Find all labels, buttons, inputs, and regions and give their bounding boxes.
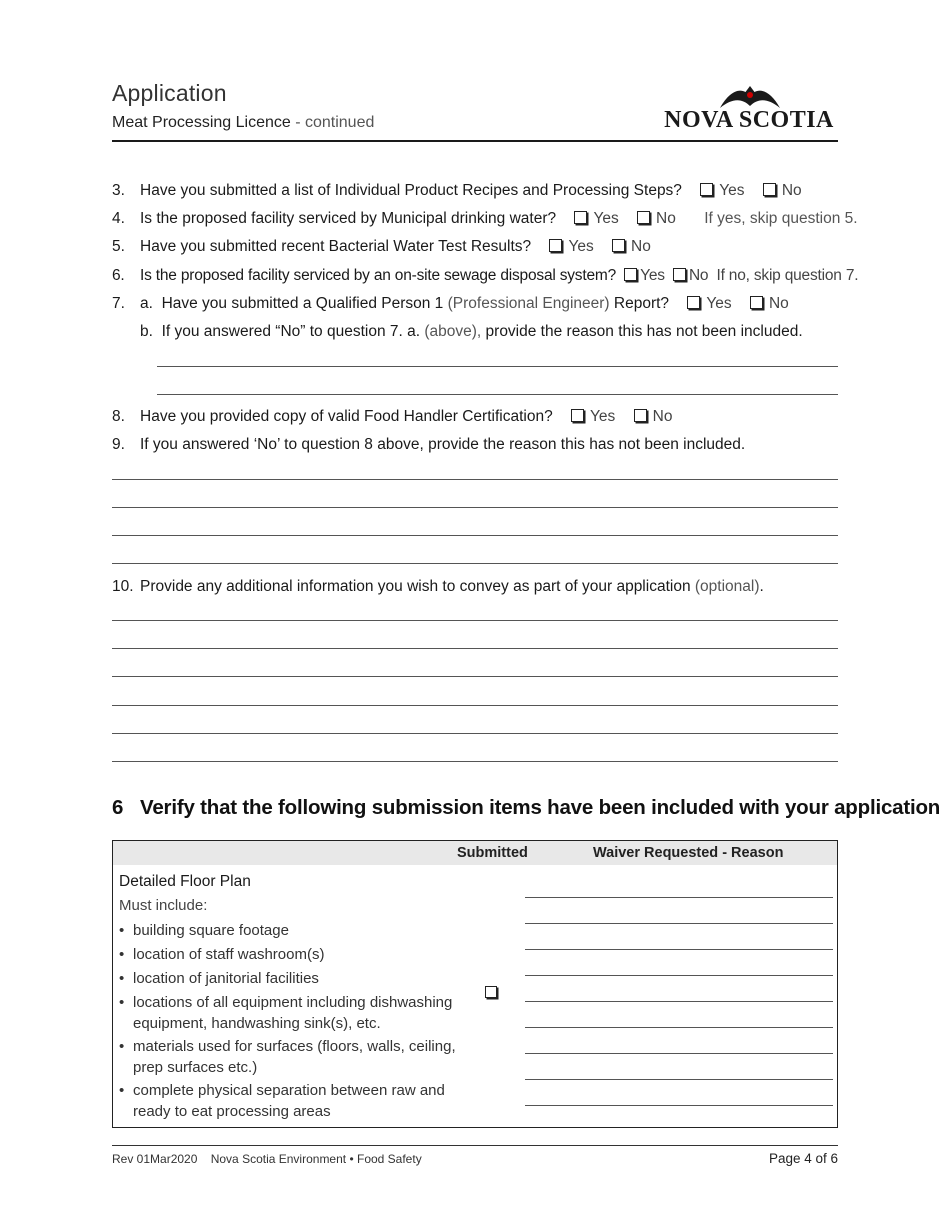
question-text-light: (Professional Engineer) — [443, 295, 614, 312]
no-label: No — [631, 238, 651, 255]
section-heading — [112, 796, 940, 820]
yes-label: Yes — [706, 295, 732, 312]
yes-label: Yes — [593, 210, 619, 227]
question-number: 7. — [112, 295, 125, 312]
yes-checkbox[interactable] — [687, 296, 700, 309]
answer-line-9-3[interactable] — [112, 535, 838, 536]
answer-line-9-2[interactable] — [112, 507, 838, 508]
waiver-line[interactable] — [525, 1053, 833, 1054]
nova-scotia-logo — [660, 84, 838, 134]
col-submitted: Submitted — [457, 845, 528, 861]
section-number: 6 — [112, 796, 124, 819]
yes-label: Yes — [719, 182, 745, 199]
footer-divider — [112, 1145, 838, 1146]
footer-revision: Rev 01Mar2020 Nova Scotia Environment • Food Safety — [112, 1152, 422, 1166]
waiver-line[interactable] — [525, 975, 833, 976]
list-item: • location of janitorial facilities — [119, 970, 319, 987]
waiver-line[interactable] — [525, 949, 833, 950]
page-number: Page 4 of 6 — [768, 1151, 838, 1166]
no-checkbox[interactable] — [673, 268, 686, 281]
question-3 — [112, 181, 802, 201]
answer-line-9-4[interactable] — [112, 563, 838, 564]
question-text-end: Report? — [613, 295, 670, 312]
table-header — [113, 841, 837, 865]
answer-line-10-5[interactable] — [112, 733, 838, 734]
question-text-end: . — [759, 578, 764, 595]
subtitle-continued: - continued — [290, 114, 375, 131]
answer-line-9-1[interactable] — [112, 479, 838, 480]
no-label: No — [688, 267, 709, 284]
no-label: No — [652, 408, 673, 425]
no-checkbox[interactable] — [634, 409, 647, 422]
list-item: • location of staff washroom(s) — [119, 946, 325, 963]
no-label: No — [781, 182, 802, 199]
skip-note: If yes, skip question 5. — [704, 210, 858, 227]
question-text: Is the proposed facility serviced by Municipal drinking water? — [140, 210, 557, 227]
waiver-line[interactable] — [525, 1105, 833, 1106]
question-text-light: (optional) — [690, 578, 760, 595]
skip-note: If no, skip question 7. — [716, 267, 859, 284]
no-label: No — [656, 210, 676, 227]
logo-text: NOVA SCOTIA — [664, 107, 834, 133]
list-item: • building square footage — [119, 922, 289, 939]
submission-table — [112, 840, 838, 1128]
list-item: • complete physical separation between raw and ready to eat processing areas — [119, 1082, 445, 1120]
question-number: 3. — [112, 182, 125, 199]
question-number: 6. — [112, 267, 125, 284]
question-number: 8. — [112, 408, 125, 425]
yes-checkbox[interactable] — [571, 409, 584, 422]
yes-label: Yes — [640, 267, 665, 284]
yes-checkbox[interactable] — [574, 211, 587, 224]
question-text: Have you submitted a list of Individual Product Recipes and Processing Steps? — [140, 182, 682, 199]
question-text: Have you provided copy of valid Food Handler Certification? — [140, 408, 553, 425]
question-6 — [112, 266, 858, 286]
question-number: 5. — [112, 238, 125, 255]
yes-checkbox[interactable] — [624, 268, 637, 281]
question-text: Have you submitted recent Bacterial Water Test Results? — [140, 238, 532, 255]
waiver-line[interactable] — [525, 1001, 833, 1002]
question-9 — [112, 435, 745, 455]
answer-line-10-2[interactable] — [112, 648, 838, 649]
question-10 — [112, 577, 764, 597]
item-title: Detailed Floor Plan — [119, 873, 251, 890]
question-text: Is the proposed facility serviced by an on-site sewage disposal system? — [140, 267, 617, 284]
sub-label: a. — [140, 295, 153, 312]
question-text: Provide any additional information you wish to convey as part of your application — [140, 578, 691, 595]
item-intro: Must include: — [119, 897, 208, 914]
question-7a — [112, 294, 789, 314]
answer-line-10-6[interactable] — [112, 761, 838, 762]
question-8 — [112, 407, 672, 427]
question-text-end: provide the reason this has not been included. — [485, 323, 803, 340]
list-item: • locations of all equipment including dishwashing equipment, handwashing sink(s), etc. — [119, 994, 453, 1032]
yes-checkbox[interactable] — [549, 239, 562, 252]
question-number: 10. — [112, 578, 134, 595]
waiver-line[interactable] — [525, 923, 833, 924]
yes-label: Yes — [590, 408, 616, 425]
answer-line-10-4[interactable] — [112, 705, 838, 706]
no-checkbox[interactable] — [637, 211, 650, 224]
question-7b — [140, 322, 803, 342]
question-text: Have you submitted a Qualified Person 1 — [161, 295, 444, 312]
subtitle-text: Meat Processing Licence — [112, 114, 291, 131]
question-number: 4. — [112, 210, 125, 227]
list-item: • materials used for surfaces (floors, walls, ceiling, prep surfaces etc.) — [119, 1038, 456, 1076]
header-divider — [112, 140, 838, 142]
sub-label: b. — [140, 323, 153, 340]
question-5 — [112, 237, 651, 257]
yes-label: Yes — [568, 238, 594, 255]
question-text: If you answered “No” to question 7. a. — [161, 323, 421, 340]
answer-line-10-1[interactable] — [112, 620, 838, 621]
answer-line-10-3[interactable] — [112, 676, 838, 677]
no-checkbox[interactable] — [750, 296, 763, 309]
no-checkbox[interactable] — [763, 183, 776, 196]
no-label: No — [768, 295, 789, 312]
col-waiver-reason: Waiver Requested - Reason — [593, 845, 784, 861]
yes-checkbox[interactable] — [700, 183, 713, 196]
waiver-line[interactable] — [525, 897, 833, 898]
waiver-line[interactable] — [525, 1027, 833, 1028]
section-title: Verify that the following submission items have been included with your application — [140, 796, 941, 819]
question-number: 9. — [112, 436, 125, 453]
answer-line-7b-1[interactable] — [157, 366, 838, 367]
question-4 — [112, 209, 858, 229]
page-title: Application — [112, 80, 227, 106]
submitted-checkbox[interactable] — [485, 986, 497, 998]
answer-line-7b-2[interactable] — [157, 394, 838, 395]
no-checkbox[interactable] — [612, 239, 625, 252]
question-text: If you answered ‘No’ to question 8 above, provide the reason this has not been included. — [140, 436, 746, 453]
page-subtitle — [112, 114, 374, 132]
question-text-light: (above), — [420, 323, 486, 340]
waiver-line[interactable] — [525, 1079, 833, 1080]
